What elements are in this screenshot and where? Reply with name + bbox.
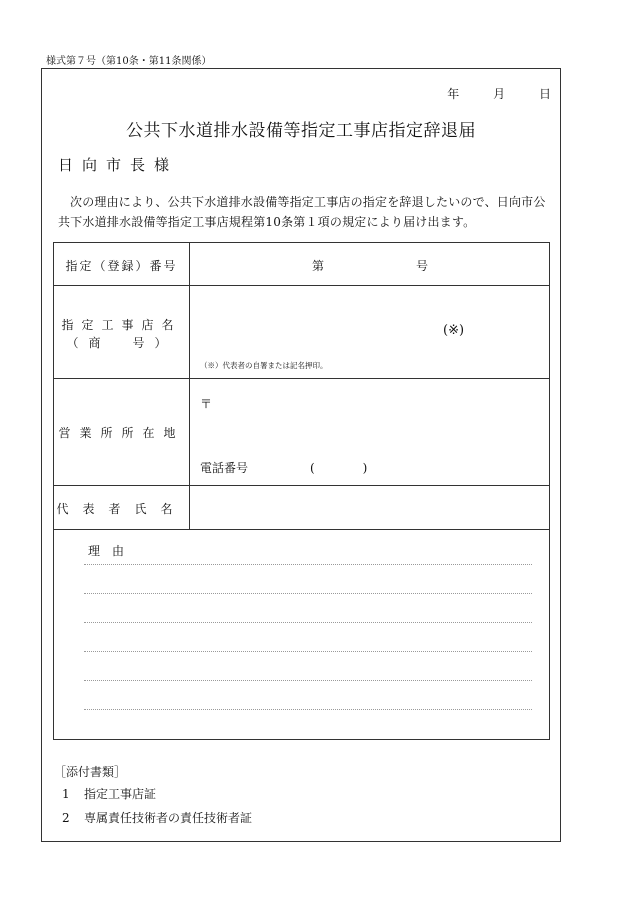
reason-label: 理由 <box>88 544 137 558</box>
field-shop-name[interactable] <box>190 286 549 378</box>
row-reason[interactable] <box>54 530 549 739</box>
form-code: 様式第７号（第10条・第11条関係） <box>46 56 212 67</box>
form-table <box>53 242 550 740</box>
label-representative: 代表者氏名 <box>54 486 190 529</box>
label-shop-name: 指定工事店名 （商 号） <box>54 286 190 378</box>
reason-line <box>84 680 532 681</box>
phone-label: 電話番号 <box>200 461 249 475</box>
attachment-item: 1 指定工事店証 <box>62 787 157 801</box>
reason-line <box>84 593 532 594</box>
number-prefix: 第 <box>312 259 325 273</box>
label-registration-number: 指定（登録）番号 <box>54 243 190 285</box>
form-title: 公共下水道排水設備等指定工事店指定辞退届 <box>126 121 476 141</box>
number-suffix: 号 <box>416 259 429 273</box>
date-day: 日 <box>538 87 551 101</box>
reason-line <box>84 709 532 710</box>
row-representative <box>54 486 549 530</box>
addressee: 日向市長様 <box>58 156 179 174</box>
date-line <box>41 85 551 102</box>
field-representative[interactable] <box>190 486 549 529</box>
attachment-item: 2 専属責任技術者の責任技術者証 <box>62 811 253 825</box>
field-registration-number[interactable] <box>190 243 549 285</box>
reason-line <box>84 564 532 565</box>
row-registration-number <box>54 243 549 286</box>
reason-line <box>84 622 532 623</box>
attachments-heading: ［添付書類］ <box>54 765 127 779</box>
date-month: 月 <box>493 87 506 101</box>
reason-line <box>84 651 532 652</box>
label-shop-sublabel: （商 号） <box>66 336 177 350</box>
phone-area-code: ( ) <box>310 461 368 475</box>
signature-note: （※）代表者の自署または記名押印。 <box>200 361 328 370</box>
signature-mark: (※) <box>443 323 465 338</box>
body-text: 次の理由により、公共下水道排水設備等指定工事店の指定を辞退したいので、日向市公共下水道排水設備等指定工事店規程第10条第１項の規定により届け出ます。 <box>58 195 546 229</box>
field-office-address[interactable] <box>190 379 549 485</box>
date-year: 年 <box>447 87 460 101</box>
postal-mark: 〒 <box>200 397 213 411</box>
row-shop-name <box>54 286 549 379</box>
row-office-address <box>54 379 549 486</box>
label-office-address: 営業所所在地 <box>54 379 190 485</box>
